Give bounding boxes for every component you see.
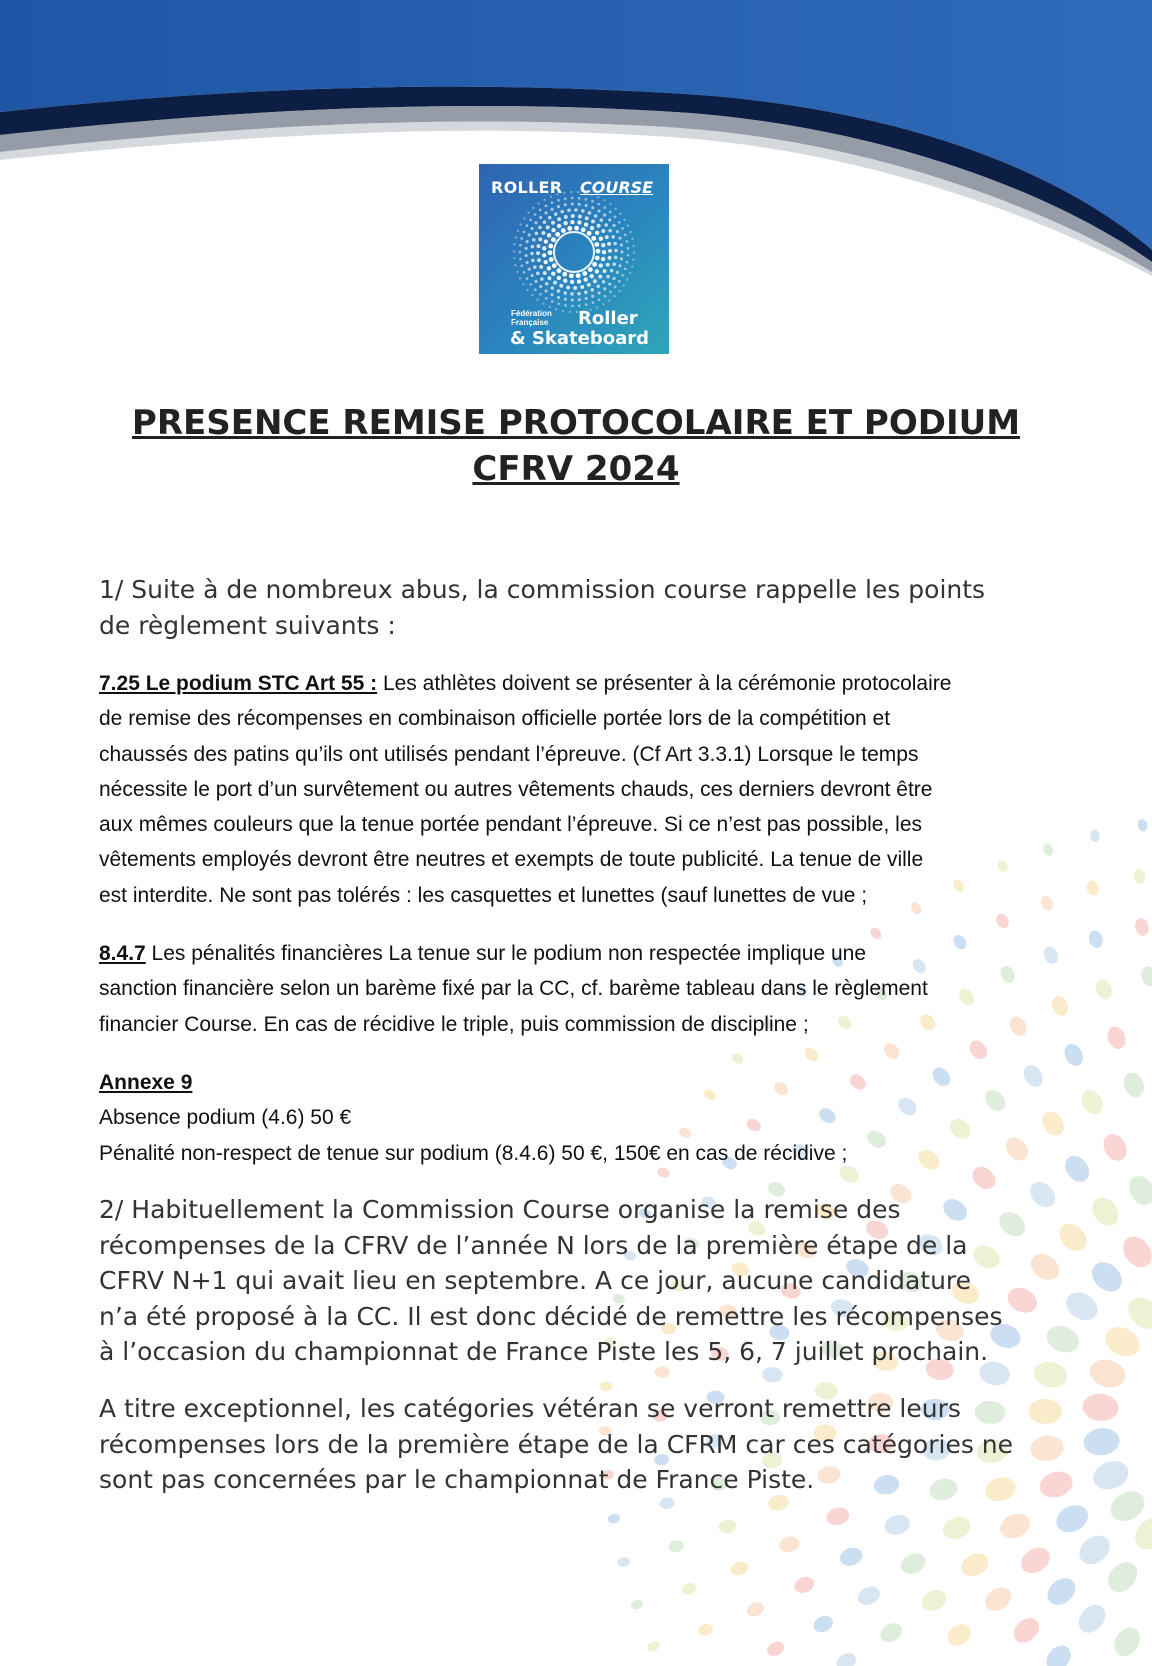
section2-paragraph-2 bbox=[99, 1391, 1059, 1498]
article-8-4-7-paragraph bbox=[99, 936, 1059, 1042]
article-line: Les athlètes doivent se présenter à la cérémonie protocolaire bbox=[377, 672, 952, 695]
article-line: est interdite. Ne sont pas tolérés : les casquettes et lunettes (sauf lunettes de vue ; bbox=[99, 883, 868, 907]
annex-line: Pénalité non-respect de tenue sur podium (8.4.6) 50 €, 150€ en cas de récidive ; bbox=[99, 1141, 848, 1165]
article-8-4-7-heading: 8.4.7 bbox=[99, 942, 146, 965]
article-line: vêtements employés devront être neutres et exempts de toute publicité. La tenue de ville bbox=[99, 848, 924, 872]
logo-skateboard-word: & Skateboard bbox=[510, 328, 650, 349]
article-7-25-heading: 7.25 Le podium STC Art 55 : bbox=[99, 672, 378, 695]
section2-line: CFRV N+1 qui avait lieu en septembre. A ce jour, aucune candidature bbox=[99, 1266, 972, 1295]
title-line-1: PRESENCE REMISE PROTOCOLAIRE ET PODIUM bbox=[131, 403, 1021, 443]
article-line: de remise des récompenses en combinaison officielle portée lors de la compétition et bbox=[99, 707, 891, 731]
article-line: chaussés des patins qu’ils ont utilisés pendant l’épreuve. (Cf Art 3.3.1) Lorsque le temps bbox=[99, 742, 919, 766]
logo-francaise-text: Française bbox=[511, 318, 549, 327]
logo-roller-word: Roller bbox=[578, 308, 638, 329]
section2-line: récompenses de la CFRV de l’année N lors de la première étape de la bbox=[99, 1230, 968, 1260]
logo-federation-text: Fédération bbox=[511, 309, 552, 318]
logo-roller-text: ROLLER bbox=[491, 178, 563, 197]
title-line-2: CFRV 2024 bbox=[472, 449, 680, 489]
annex-9-heading: Annexe 9 bbox=[99, 1071, 193, 1094]
article-line: aux mêmes couleurs que la tenue portée pendant l’épreuve. Si ce n’est pas possible, les bbox=[99, 813, 922, 837]
penalty-line: Les pénalités financières La tenue sur le podium non respectée implique une bbox=[145, 942, 867, 965]
section2-line: n’a été proposé à la CC. Il est donc décidé de remettre les récompenses bbox=[99, 1301, 1003, 1331]
section2-line: sont pas concernées par le championnat de France Piste. bbox=[99, 1465, 815, 1494]
article-7-25-paragraph bbox=[99, 666, 1059, 913]
section1-intro-line: de règlement suivants : bbox=[99, 610, 396, 640]
penalty-line: financier Course. En cas de récidive le triple, puis commission de discipline ; bbox=[99, 1012, 809, 1036]
section2-line: A titre exceptionnel, les catégories vétéran se verront remettre leurs bbox=[99, 1394, 961, 1423]
annex-9-block bbox=[99, 1065, 1059, 1171]
section2-line: récompenses lors de la première étape de la CFRM car ces catégories ne bbox=[99, 1429, 1014, 1459]
logo-course-text: COURSE bbox=[580, 178, 654, 197]
article-line: nécessite le port d’un survêtement ou autres vêtements chauds, ces derniers devront être bbox=[99, 777, 933, 801]
document-title bbox=[80, 400, 1072, 492]
penalty-line: sanction financière selon un barème fixé par la CC, cf. barème tableau dans le règlement bbox=[99, 977, 928, 1001]
roller-course-logo bbox=[479, 164, 669, 354]
annex-line: Absence podium (4.6) 50 € bbox=[99, 1106, 352, 1130]
section1-intro bbox=[99, 572, 1059, 643]
section2-paragraph-1 bbox=[99, 1192, 1059, 1370]
section1-intro-line: 1/ Suite à de nombreux abus, la commission course rappelle les points bbox=[99, 575, 986, 604]
section2-line: 2/ Habituellement la Commission Course organise la remise des bbox=[99, 1195, 901, 1224]
section2-line: à l’occasion du championnat de France Piste les 5, 6, 7 juillet prochain. bbox=[99, 1337, 989, 1366]
